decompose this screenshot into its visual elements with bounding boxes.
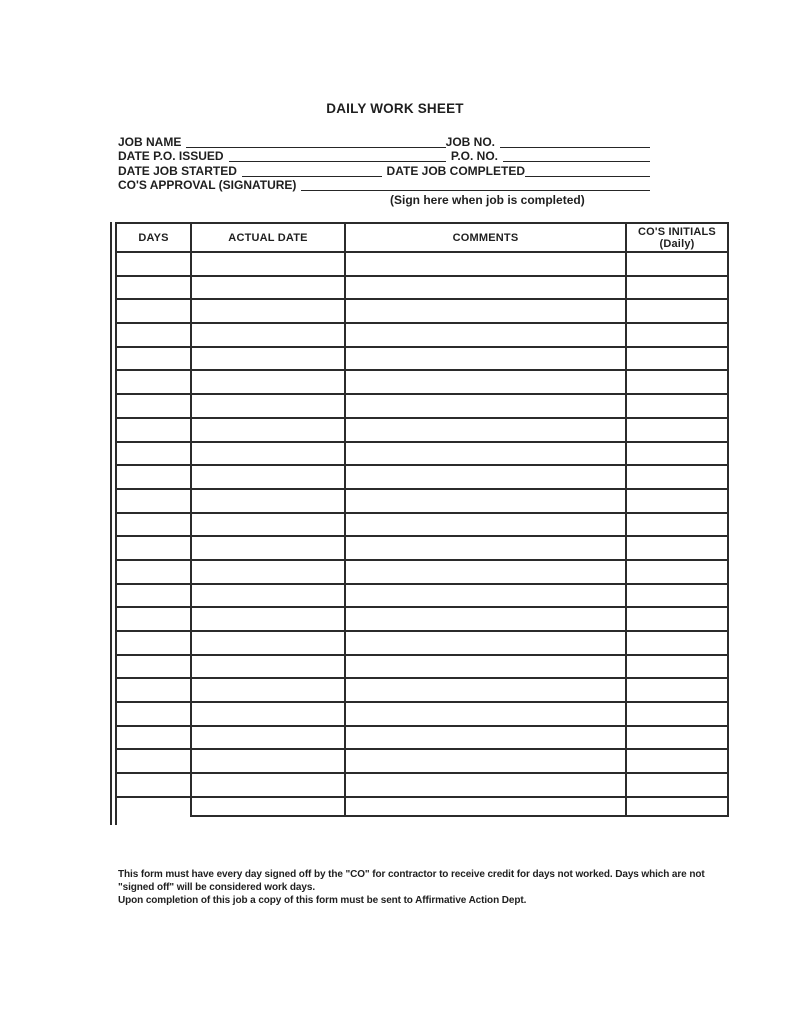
table-cell[interactable] bbox=[345, 442, 626, 466]
table-cell[interactable] bbox=[626, 347, 728, 371]
table-row bbox=[117, 513, 728, 537]
table-row bbox=[117, 347, 728, 371]
column-header-comments bbox=[345, 223, 626, 252]
table-cell[interactable] bbox=[191, 465, 345, 489]
worklog-table bbox=[117, 222, 729, 817]
table-row bbox=[117, 465, 728, 489]
table-cell[interactable] bbox=[191, 797, 345, 816]
column-header-days-label: DAYS bbox=[138, 231, 169, 244]
table-cell[interactable] bbox=[117, 536, 191, 560]
table-cell[interactable] bbox=[117, 726, 191, 750]
table-row bbox=[117, 607, 728, 631]
table-cell[interactable] bbox=[117, 560, 191, 584]
table-cell[interactable] bbox=[117, 276, 191, 300]
table-cell[interactable] bbox=[345, 749, 626, 773]
table-cell[interactable] bbox=[117, 252, 191, 276]
table-cell[interactable] bbox=[345, 584, 626, 608]
table-cell[interactable] bbox=[345, 394, 626, 418]
page-title: DAILY WORK SHEET bbox=[326, 101, 464, 116]
table-cell[interactable] bbox=[345, 299, 626, 323]
table-cell[interactable] bbox=[117, 797, 191, 816]
table-cell[interactable] bbox=[191, 607, 345, 631]
table-cell[interactable] bbox=[345, 631, 626, 655]
table-row bbox=[117, 489, 728, 513]
table-cell[interactable] bbox=[626, 749, 728, 773]
table-cell[interactable] bbox=[345, 347, 626, 371]
table-cell[interactable] bbox=[191, 252, 345, 276]
table-row bbox=[117, 702, 728, 726]
footer-note-line-3: Upon completion of this job a copy of this form must be sent to Affirmative Action Dept. bbox=[118, 894, 527, 906]
form-header-fields bbox=[118, 134, 650, 207]
table-cell[interactable] bbox=[117, 465, 191, 489]
worklog-table-head bbox=[117, 223, 728, 252]
footer-note-line-1: This form must have every day signed off by the "CO" for contractor to receive credit for days not worked. Days which are not bbox=[118, 869, 705, 880]
table-cell[interactable] bbox=[626, 465, 728, 489]
table-cell[interactable] bbox=[191, 726, 345, 750]
worklog-table-frame-inner bbox=[115, 222, 729, 825]
table-cell[interactable] bbox=[117, 584, 191, 608]
table-cell[interactable] bbox=[191, 513, 345, 537]
table-cell[interactable] bbox=[191, 749, 345, 773]
job-no-label: JOB NO. bbox=[445, 134, 495, 149]
table-cell[interactable] bbox=[626, 607, 728, 631]
worklog-table-frame bbox=[110, 222, 729, 825]
table-cell[interactable] bbox=[345, 276, 626, 300]
table-row bbox=[117, 299, 728, 323]
table-cell[interactable] bbox=[626, 536, 728, 560]
table-cell[interactable] bbox=[626, 394, 728, 418]
table-row bbox=[117, 631, 728, 655]
table-cell[interactable] bbox=[626, 584, 728, 608]
date-job-completed-line[interactable] bbox=[525, 165, 650, 177]
column-header-comments-label: COMMENTS bbox=[452, 231, 519, 244]
table-row bbox=[117, 726, 728, 750]
cos-approval-signature-line[interactable] bbox=[301, 179, 650, 191]
table-cell[interactable] bbox=[626, 773, 728, 797]
job-name-label: JOB NAME bbox=[118, 134, 182, 149]
column-header-actual-date bbox=[191, 223, 345, 252]
table-row bbox=[117, 678, 728, 702]
table-cell[interactable] bbox=[345, 252, 626, 276]
table-row bbox=[117, 536, 728, 560]
date-po-issued-label: DATE P.O. ISSUED bbox=[118, 149, 224, 164]
date-job-started-label: DATE JOB STARTED bbox=[118, 163, 237, 178]
table-cell[interactable] bbox=[345, 726, 626, 750]
table-cell[interactable] bbox=[345, 323, 626, 347]
column-header-days bbox=[117, 223, 191, 252]
worklog-table-body bbox=[117, 252, 728, 816]
table-cell[interactable] bbox=[345, 418, 626, 442]
table-row bbox=[117, 394, 728, 418]
table-cell[interactable] bbox=[345, 465, 626, 489]
table-cell[interactable] bbox=[626, 797, 728, 816]
table-cell[interactable] bbox=[626, 276, 728, 300]
table-cell[interactable] bbox=[191, 418, 345, 442]
job-name-row bbox=[118, 134, 650, 149]
table-row bbox=[117, 797, 728, 816]
table-row bbox=[117, 655, 728, 679]
date-job-started-line[interactable] bbox=[242, 165, 382, 177]
table-cell[interactable] bbox=[191, 347, 345, 371]
table-cell[interactable] bbox=[626, 702, 728, 726]
table-cell[interactable] bbox=[191, 560, 345, 584]
job-name-line[interactable] bbox=[186, 136, 445, 148]
table-row bbox=[117, 370, 728, 394]
table-cell[interactable] bbox=[345, 489, 626, 513]
table-cell[interactable] bbox=[626, 489, 728, 513]
table-cell[interactable] bbox=[191, 276, 345, 300]
table-cell[interactable] bbox=[191, 394, 345, 418]
table-cell[interactable] bbox=[626, 726, 728, 750]
po-no-line[interactable] bbox=[503, 150, 650, 162]
table-cell[interactable] bbox=[191, 536, 345, 560]
table-cell[interactable] bbox=[345, 773, 626, 797]
header-row bbox=[117, 223, 728, 252]
table-cell[interactable] bbox=[117, 749, 191, 773]
table-cell[interactable] bbox=[345, 370, 626, 394]
sign-here-hint: (Sign here when job is completed) bbox=[390, 193, 585, 208]
column-header-cos-initials-label: CO'S INITIALS bbox=[638, 225, 716, 238]
table-cell[interactable] bbox=[117, 513, 191, 537]
table-cell[interactable] bbox=[191, 655, 345, 679]
date-job-started-row bbox=[118, 163, 650, 178]
table-cell[interactable] bbox=[626, 252, 728, 276]
table-cell[interactable] bbox=[191, 299, 345, 323]
table-cell[interactable] bbox=[345, 702, 626, 726]
table-cell[interactable] bbox=[117, 702, 191, 726]
table-row bbox=[117, 252, 728, 276]
po-no-label: P.O. NO. bbox=[450, 149, 498, 164]
table-cell[interactable] bbox=[191, 442, 345, 466]
table-cell[interactable] bbox=[626, 655, 728, 679]
table-cell[interactable] bbox=[191, 323, 345, 347]
table-cell[interactable] bbox=[117, 489, 191, 513]
table-cell[interactable] bbox=[191, 702, 345, 726]
table-cell[interactable] bbox=[117, 442, 191, 466]
job-no-line[interactable] bbox=[500, 136, 650, 148]
table-row bbox=[117, 749, 728, 773]
cos-approval-row bbox=[118, 178, 650, 193]
column-header-actual-date-label: ACTUAL DATE bbox=[228, 231, 308, 244]
date-po-issued-row bbox=[118, 149, 650, 164]
table-row bbox=[117, 560, 728, 584]
table-cell[interactable] bbox=[191, 489, 345, 513]
table-row bbox=[117, 323, 728, 347]
table-cell[interactable] bbox=[191, 584, 345, 608]
table-cell[interactable] bbox=[117, 607, 191, 631]
footer-note-line-2: "signed off" will be considered work days. bbox=[118, 881, 315, 893]
table-cell[interactable] bbox=[345, 513, 626, 537]
table-row bbox=[117, 418, 728, 442]
table-cell[interactable] bbox=[117, 299, 191, 323]
table-cell[interactable] bbox=[345, 536, 626, 560]
table-cell[interactable] bbox=[117, 418, 191, 442]
table-cell[interactable] bbox=[626, 299, 728, 323]
table-cell[interactable] bbox=[626, 370, 728, 394]
date-job-completed-label: DATE JOB COMPLETED bbox=[386, 163, 525, 178]
column-header-cos-initials-sublabel: (Daily) bbox=[659, 237, 695, 250]
table-row bbox=[117, 773, 728, 797]
table-cell[interactable] bbox=[117, 347, 191, 371]
table-cell[interactable] bbox=[626, 323, 728, 347]
table-cell[interactable] bbox=[626, 560, 728, 584]
table-cell[interactable] bbox=[345, 678, 626, 702]
table-cell[interactable] bbox=[626, 631, 728, 655]
table-cell[interactable] bbox=[117, 678, 191, 702]
table-cell[interactable] bbox=[626, 418, 728, 442]
table-cell[interactable] bbox=[117, 631, 191, 655]
table-cell[interactable] bbox=[191, 773, 345, 797]
table-cell[interactable] bbox=[117, 323, 191, 347]
table-row bbox=[117, 584, 728, 608]
cos-approval-label: CO'S APPROVAL (SIGNATURE) bbox=[118, 178, 297, 193]
column-header-cos-initials bbox=[626, 223, 728, 252]
table-cell[interactable] bbox=[191, 678, 345, 702]
table-cell[interactable] bbox=[626, 442, 728, 466]
table-cell[interactable] bbox=[117, 655, 191, 679]
table-cell[interactable] bbox=[626, 513, 728, 537]
date-po-issued-line[interactable] bbox=[229, 150, 446, 162]
table-cell[interactable] bbox=[117, 394, 191, 418]
table-cell[interactable] bbox=[345, 797, 626, 816]
table-cell[interactable] bbox=[191, 370, 345, 394]
table-cell[interactable] bbox=[345, 607, 626, 631]
table-cell[interactable] bbox=[626, 678, 728, 702]
table-row bbox=[117, 442, 728, 466]
table-cell[interactable] bbox=[191, 631, 345, 655]
table-cell[interactable] bbox=[345, 655, 626, 679]
footer-notes bbox=[118, 869, 718, 908]
table-cell[interactable] bbox=[117, 370, 191, 394]
table-cell[interactable] bbox=[345, 560, 626, 584]
table-cell[interactable] bbox=[117, 773, 191, 797]
table-row bbox=[117, 276, 728, 300]
